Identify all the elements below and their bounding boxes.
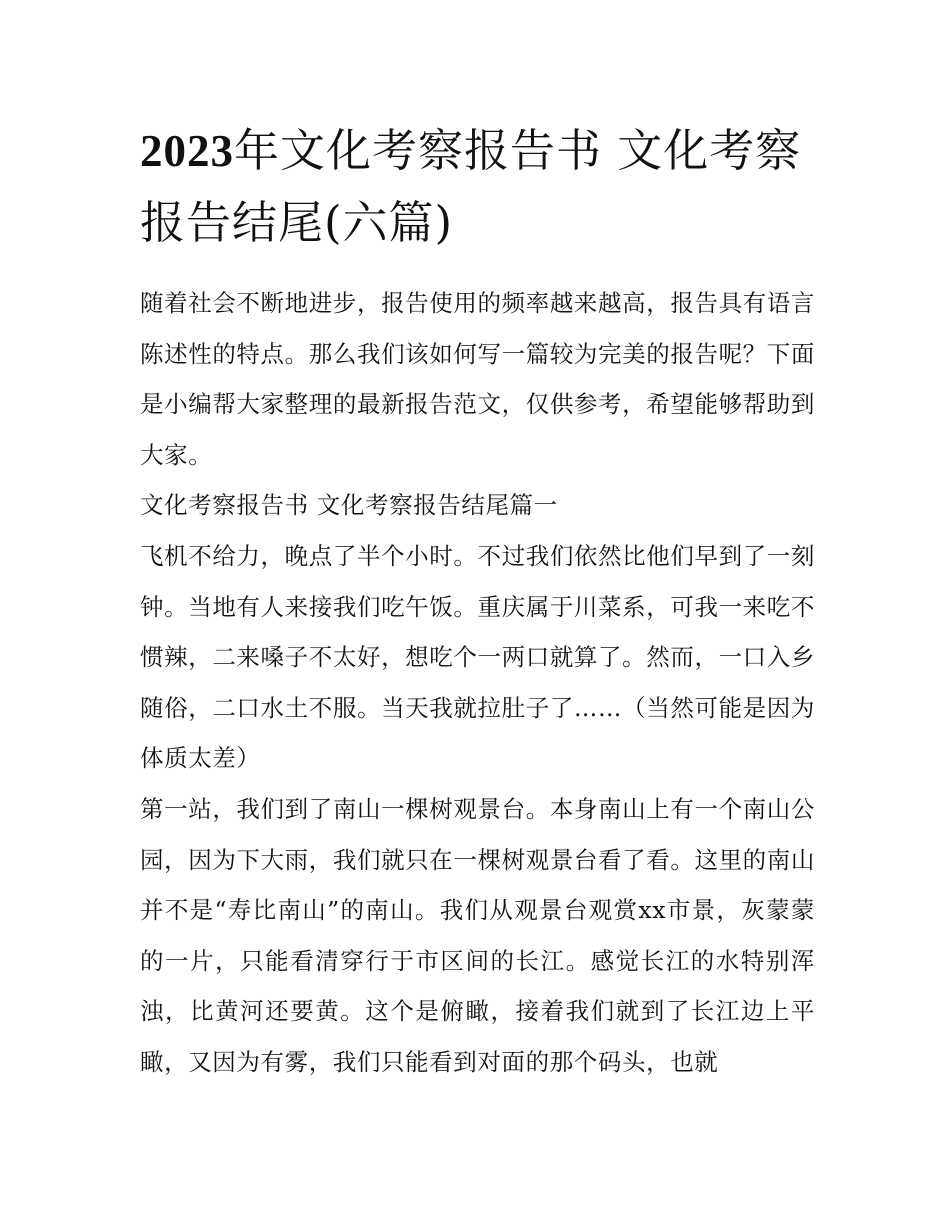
intro-paragraph: 随着社会不断地进步，报告使用的频率越来越高，报告具有语言陈述性的特点。那么我们该如何写一篇较为完美的报告呢？下面是小编帮大家整理的最新报告范文，仅供参考，希望能够帮助到大家。 [140,289,815,469]
title-year: 2023 [140,126,234,176]
section-heading: 文化考察报告书 文化考察报告结尾篇一 [140,491,558,520]
title-text: 年文化考察报告书 文化考察报告结尾(六篇) [140,124,802,249]
body-paragraph: 第一站，我们到了南山一棵树观景台。本身南山上有一个南山公园，因为下大雨，我们就只在一棵树观景台看了看。这里的南山并不是“寿比南山”的南山。我们从观景台观赏xx市景，灰蒙蒙的一片，只能看清穿行于市区间的长江。感觉长江的水特别浑浊，比黄河还要黄。这个是俯瞰，接着我们就到了长江边上平瞰，又因为有雾，我们只能看到对面的那个码头，也就 [140,794,815,1076]
body-paragraph: 飞机不给力，晚点了半个小时。不过我们依然比他们早到了一刻钟。当地有人来接我们吃午饭。重庆属于川菜系，可我一来吃不惯辣，二来嗓子不太好，想吃个一两口就算了。然而，一口入乡随俗，二口水土不服。当天我就拉肚子了……（当然可能是因为体质太差） [140,541,815,773]
document-title [140,115,815,259]
document-body [140,278,815,1088]
